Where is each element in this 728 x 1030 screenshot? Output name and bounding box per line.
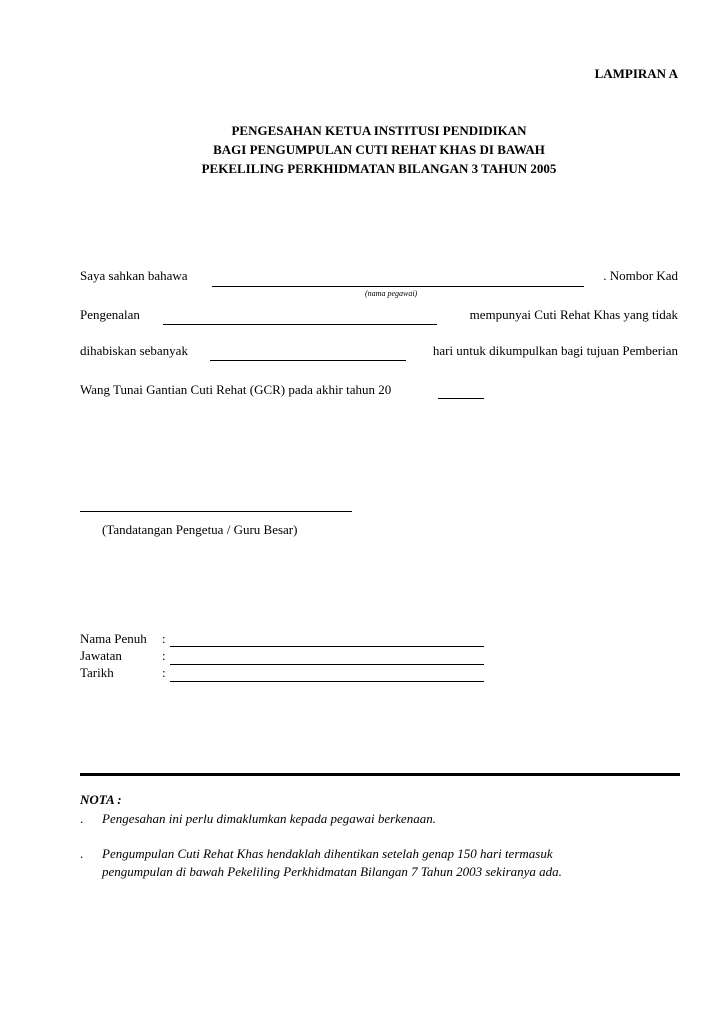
date-label: Tarikh [80,665,114,680]
note-1: Pengesahan ini perlu dimaklumkan kepada pegawai berkenaan. [102,811,436,826]
body-line2-start: Pengenalan [80,307,140,322]
note-2-line-1: Pengumpulan Cuti Rehat Khas hendaklah dihentikan setelah genap 150 hari termasuk [102,846,553,861]
name-caption: (nama pegawai) [365,289,418,298]
notes-heading: NOTA : [80,792,122,807]
body-line1-end: . Nombor Kad [603,268,678,283]
name-label: Nama Penuh [80,631,147,646]
signature-caption: (Tandatangan Pengetua / Guru Besar) [102,522,298,537]
note-2-line-2: pengumpulan di bawah Pekeliling Perkhidmatan Bilangan 7 Tahun 2003 sekiranya ada. [102,864,562,879]
body-line2-end: mempunyai Cuti Rehat Khas yang tidak [469,307,678,322]
year-blank[interactable] [438,398,484,399]
title-line-1: PENGESAHAN KETUA INSTITUSI PENDIDIKAN [231,123,527,138]
body-line3-end: hari untuk dikumpulkan bagi tujuan Pemberian [432,343,678,358]
date-field[interactable] [170,681,484,682]
section-divider [80,773,680,776]
note-1-bullet: . [80,811,84,826]
signature-line[interactable] [80,511,352,512]
body-line3-start: dihabiskan sebanyak [80,343,188,358]
employee-name-blank[interactable] [212,286,584,287]
position-field[interactable] [170,664,484,665]
name-colon: : [162,631,166,646]
days-count-blank[interactable] [210,360,406,361]
annex-label: LAMPIRAN A [594,66,678,81]
note-2-bullet: . [80,846,84,861]
body-line4: Wang Tunai Gantian Cuti Rehat (GCR) pada akhir tahun 20 [80,382,392,397]
page-title [80,121,678,178]
date-colon: : [162,665,166,680]
position-label: Jawatan [80,648,122,663]
position-colon: : [162,648,166,663]
title-line-3: PEKELILING PERKHIDMATAN BILANGAN 3 TAHUN 2005 [201,161,557,176]
body-line1-start: Saya sahkan bahawa [80,268,188,283]
title-line-2: BAGI PENGUMPULAN CUTI REHAT KHAS DI BAWAH [213,142,545,157]
name-field[interactable] [170,646,484,647]
ic-number-blank[interactable] [163,324,437,325]
